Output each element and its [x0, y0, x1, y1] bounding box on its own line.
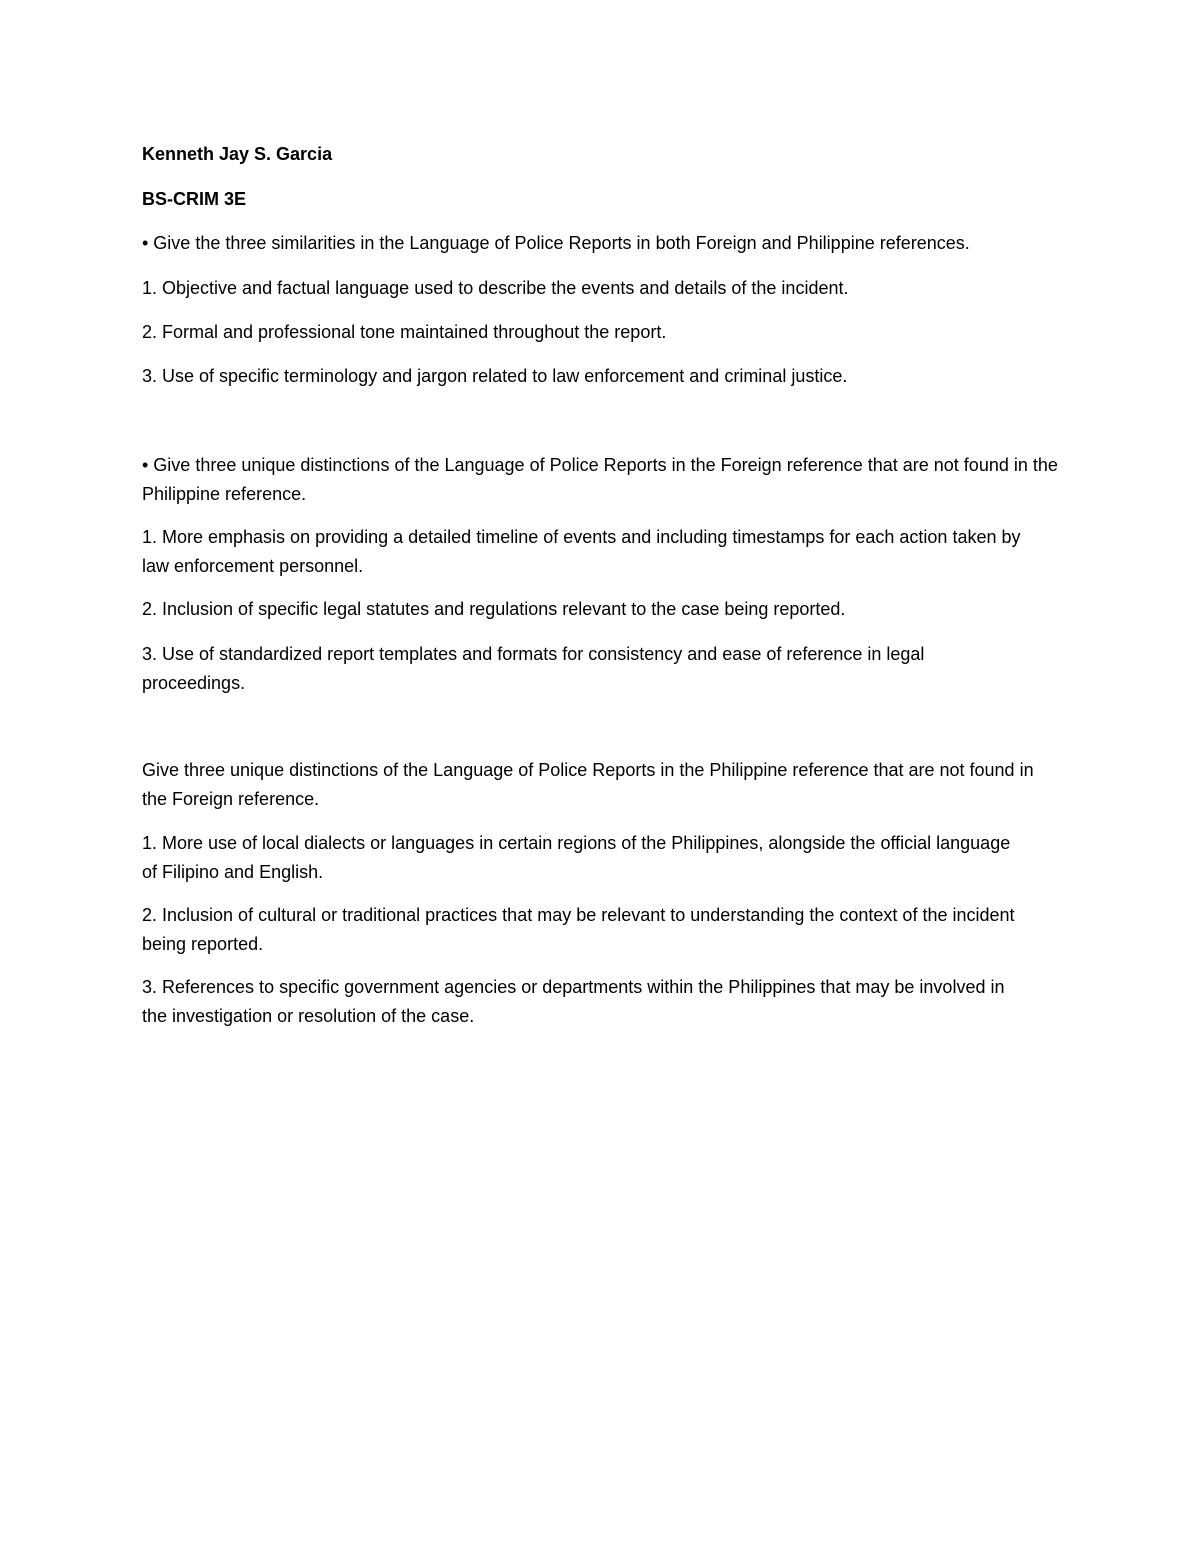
- question-foreign-distinctions: • Give three unique distinctions of the Language of Police Reports in the Foreign reference that are not found in the Philippine reference.: [142, 455, 1058, 504]
- foreign-distinction-item-1: 1. More emphasis on providing a detailed timeline of events and including timestamps for each action taken by law enforcement personnel.: [142, 527, 1021, 576]
- course-section: BS-CRIM 3E: [142, 189, 247, 209]
- question-similarities: • Give the three similarities in the Language of Police Reports in both Foreign and Philippine references.: [142, 233, 970, 253]
- similarity-item-2: 2. Formal and professional tone maintained throughout the report.: [142, 322, 667, 342]
- foreign-distinction-item-3: 3. Use of standardized report templates and formats for consistency and ease of reference in legal proceedings.: [142, 644, 925, 693]
- foreign-distinction-item-2: 2. Inclusion of specific legal statutes and regulations relevant to the case being reported.: [142, 599, 846, 619]
- philippine-distinction-item-2: 2. Inclusion of cultural or traditional practices that may be relevant to understanding the context of the incident being reported.: [142, 905, 1015, 954]
- philippine-distinction-item-3: 3. References to specific government agencies or departments within the Philippines that may be involved in the investigation or resolution of the case.: [142, 977, 1005, 1026]
- question-philippine-distinctions: Give three unique distinctions of the Language of Police Reports in the Philippine reference that are not found in the Foreign reference.: [142, 760, 1034, 809]
- similarity-item-3: 3. Use of specific terminology and jargon related to law enforcement and criminal justice.: [142, 366, 848, 386]
- author-name: Kenneth Jay S. Garcia: [142, 144, 333, 164]
- similarity-item-1: 1. Objective and factual language used to describe the events and details of the incident.: [142, 278, 849, 298]
- philippine-distinction-item-1: 1. More use of local dialects or languages in certain regions of the Philippines, alongside the official language of Filipino and English.: [142, 833, 1011, 882]
